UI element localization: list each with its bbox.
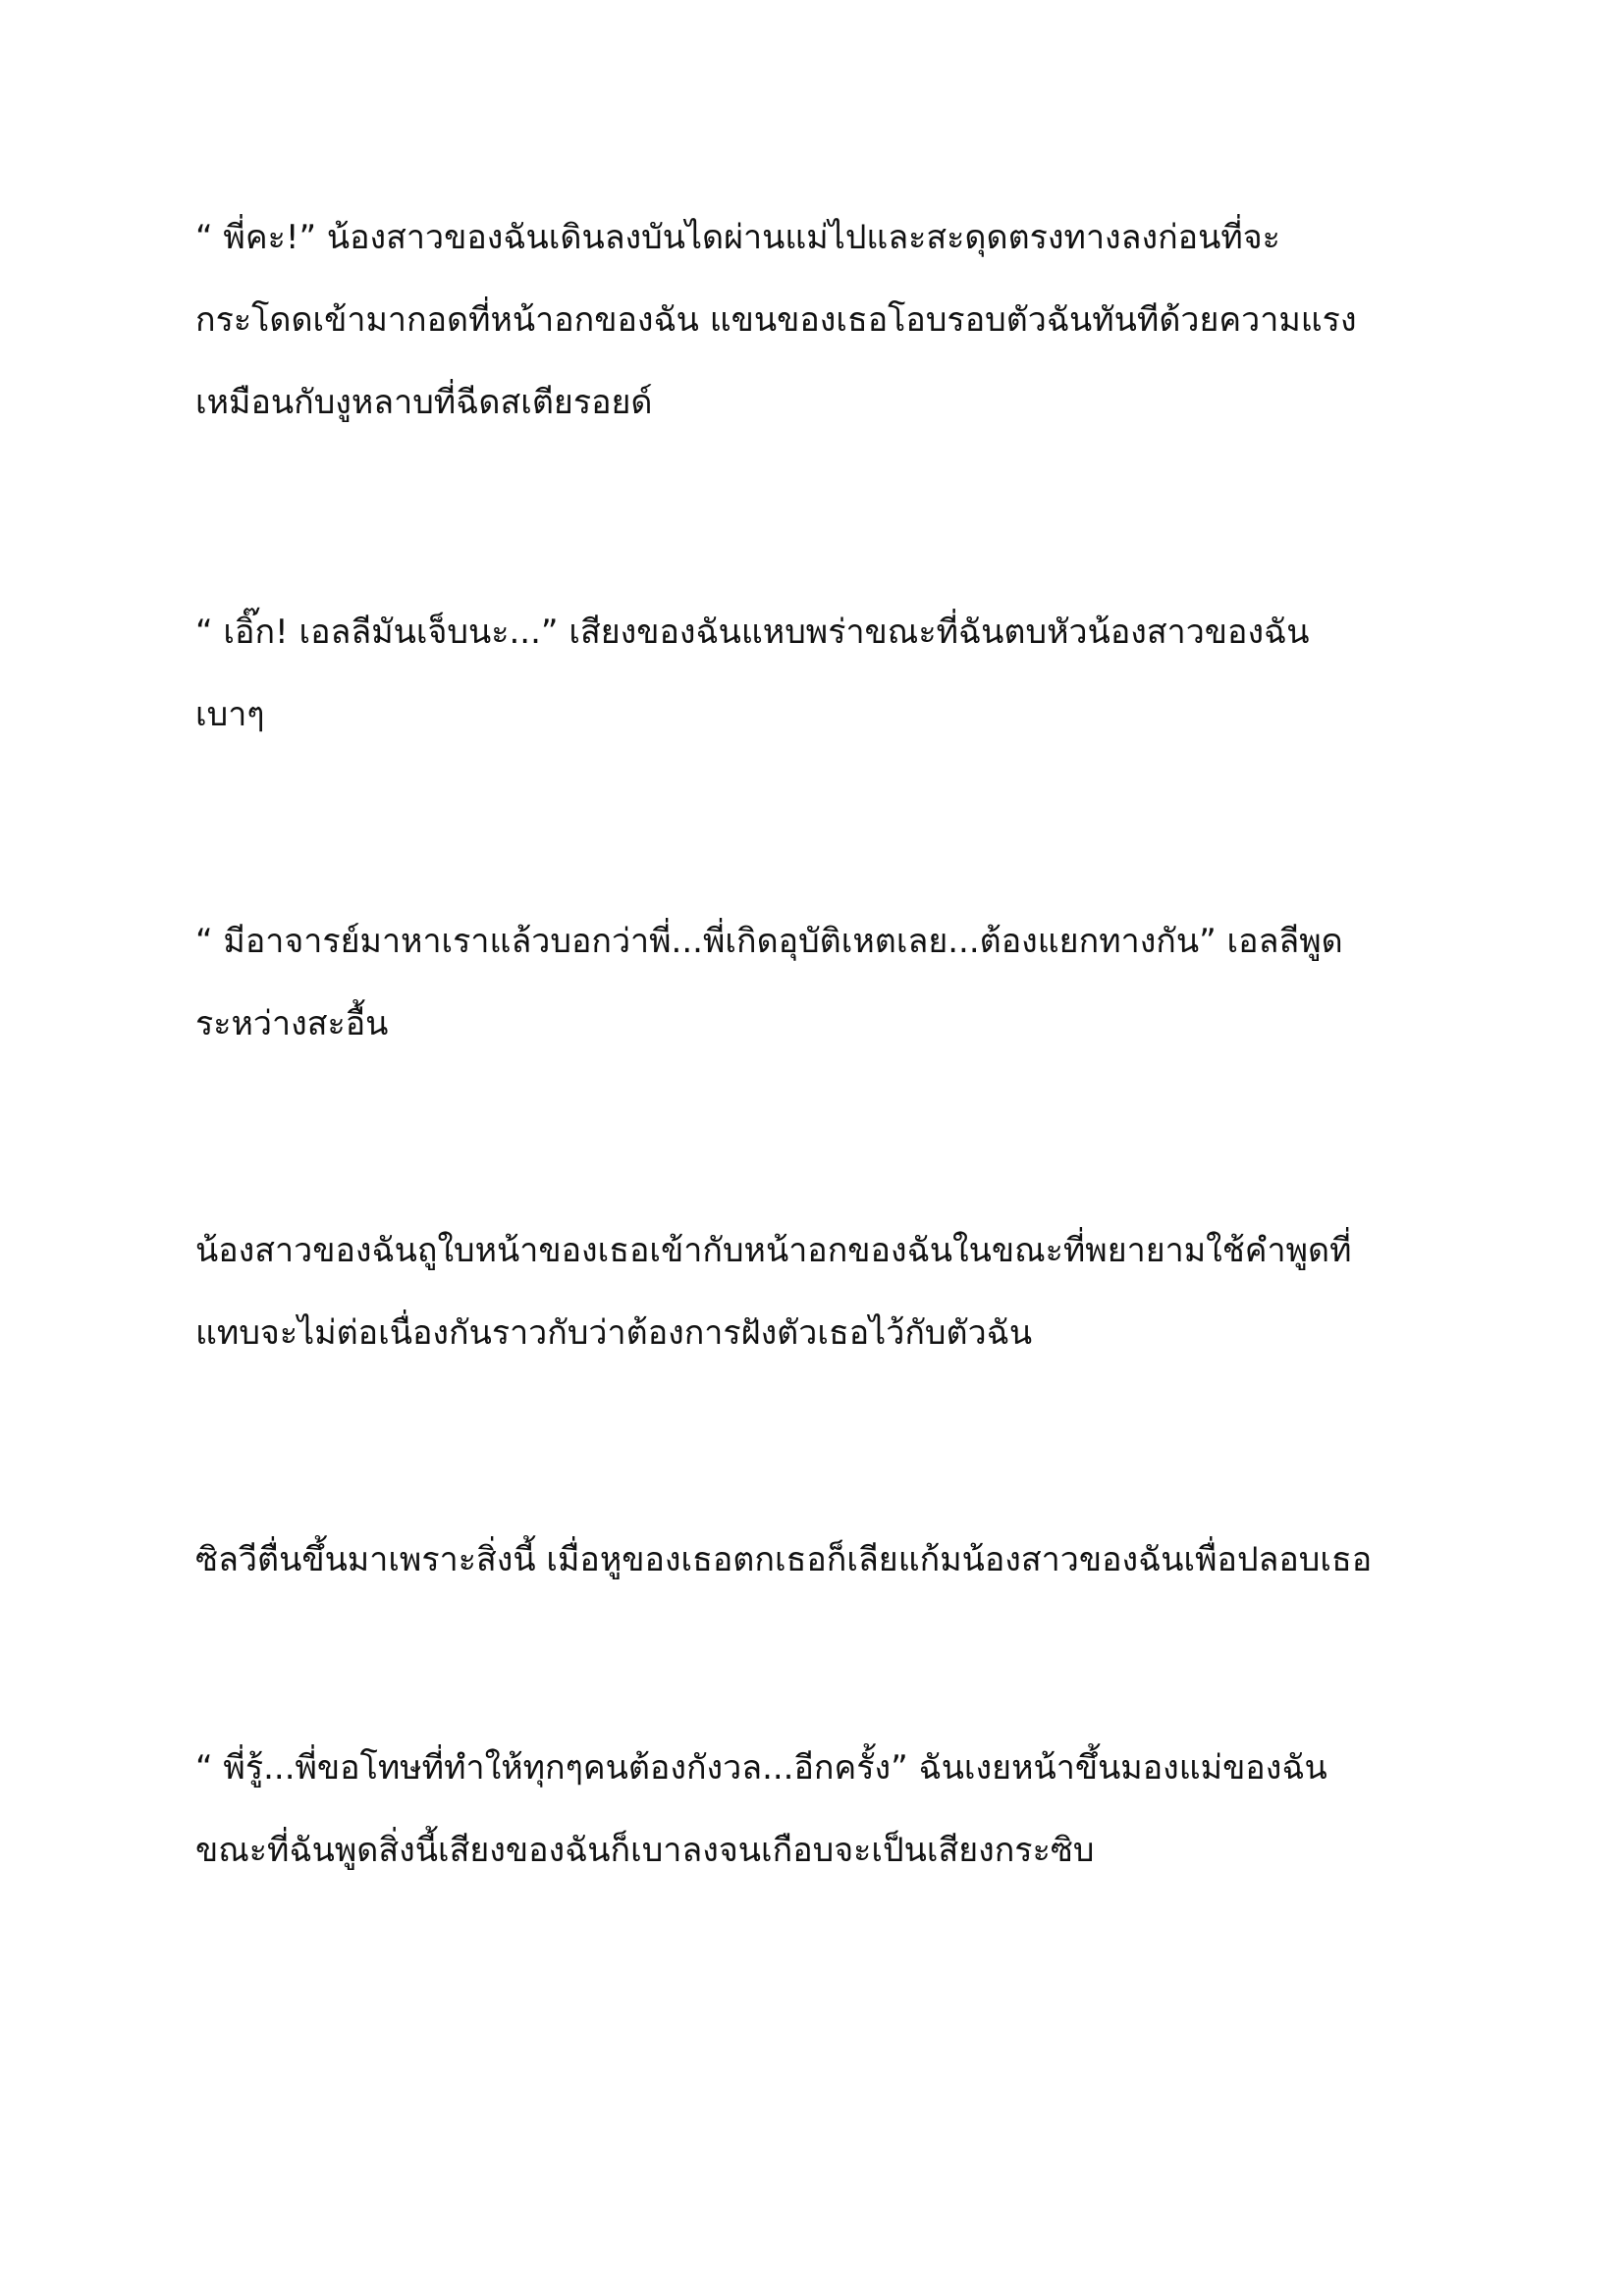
text-line: กระโดดเข้ามากอดที่หน้าอกของฉัน แขนของเธอโอบรอบตัวฉันทันทีด้วยความแรง [195,300,1357,340]
paragraph [195,1209,1491,1374]
text-line: “ พี่รู้...พี่ขอโทษที่ทำให้ทุกๆคนต้องกังวล...อีกครั้ง” ฉันเงยหน้าขึ้นมองแม่ของฉัน [195,1748,1327,1788]
text-line: ระหว่างสะอื้น [195,1004,389,1043]
text-line: น้องสาวของฉันถูใบหน้าของเธอเข้ากับหน้าอกของฉันในขณะที่พยายามใช้คำพูดที่ [195,1231,1352,1270]
text-line: เบาๆ [195,695,265,734]
paragraph [195,591,1491,756]
paragraph [195,1519,1491,1601]
text-line: “ เอิ๊ก! เอลลีมันเจ็บนะ...” เสียงของฉันแหบพร่าขณะที่ฉันตบหัวน้องสาวของฉัน [195,613,1310,652]
text-line: “ มีอาจารย์มาหาเราแล้วบอกว่าพี่...พี่เกิดอุบัติเหตเลย...ต้องแยกทางกัน” เอลลีพูด [195,922,1343,961]
text-line: ขณะที่ฉันพูดสิ่งนี้เสียงของฉันก็เบาลงจนเกือบจะเป็นเสียงกระซิบ [195,1831,1095,1870]
paragraph [195,900,1491,1065]
paragraph [195,196,1491,444]
text-line: “ พี่คะ!” น้องสาวของฉันเดินลงบันไดผ่านแม่ไปและสะดุดตรงทางลงก่อนที่จะ [195,218,1280,257]
text-line: แทบจะไม่ต่อเนื่องกันราวกับว่าต้องการฝังตัวเธอไว้กับตัวฉัน [195,1313,1033,1353]
text-line: ซิลวีตื่นขึ้นมาเพราะสิ่งนี้ เมื่อหูของเธอตกเธอก็เลียแก้มน้องสาวของฉันเพื่อปลอบเธอ [195,1540,1373,1579]
text-line: เหมือนกับงูหลาบที่ฉีดสเตียรอยด์ [195,383,653,422]
paragraph [195,1727,1491,1892]
